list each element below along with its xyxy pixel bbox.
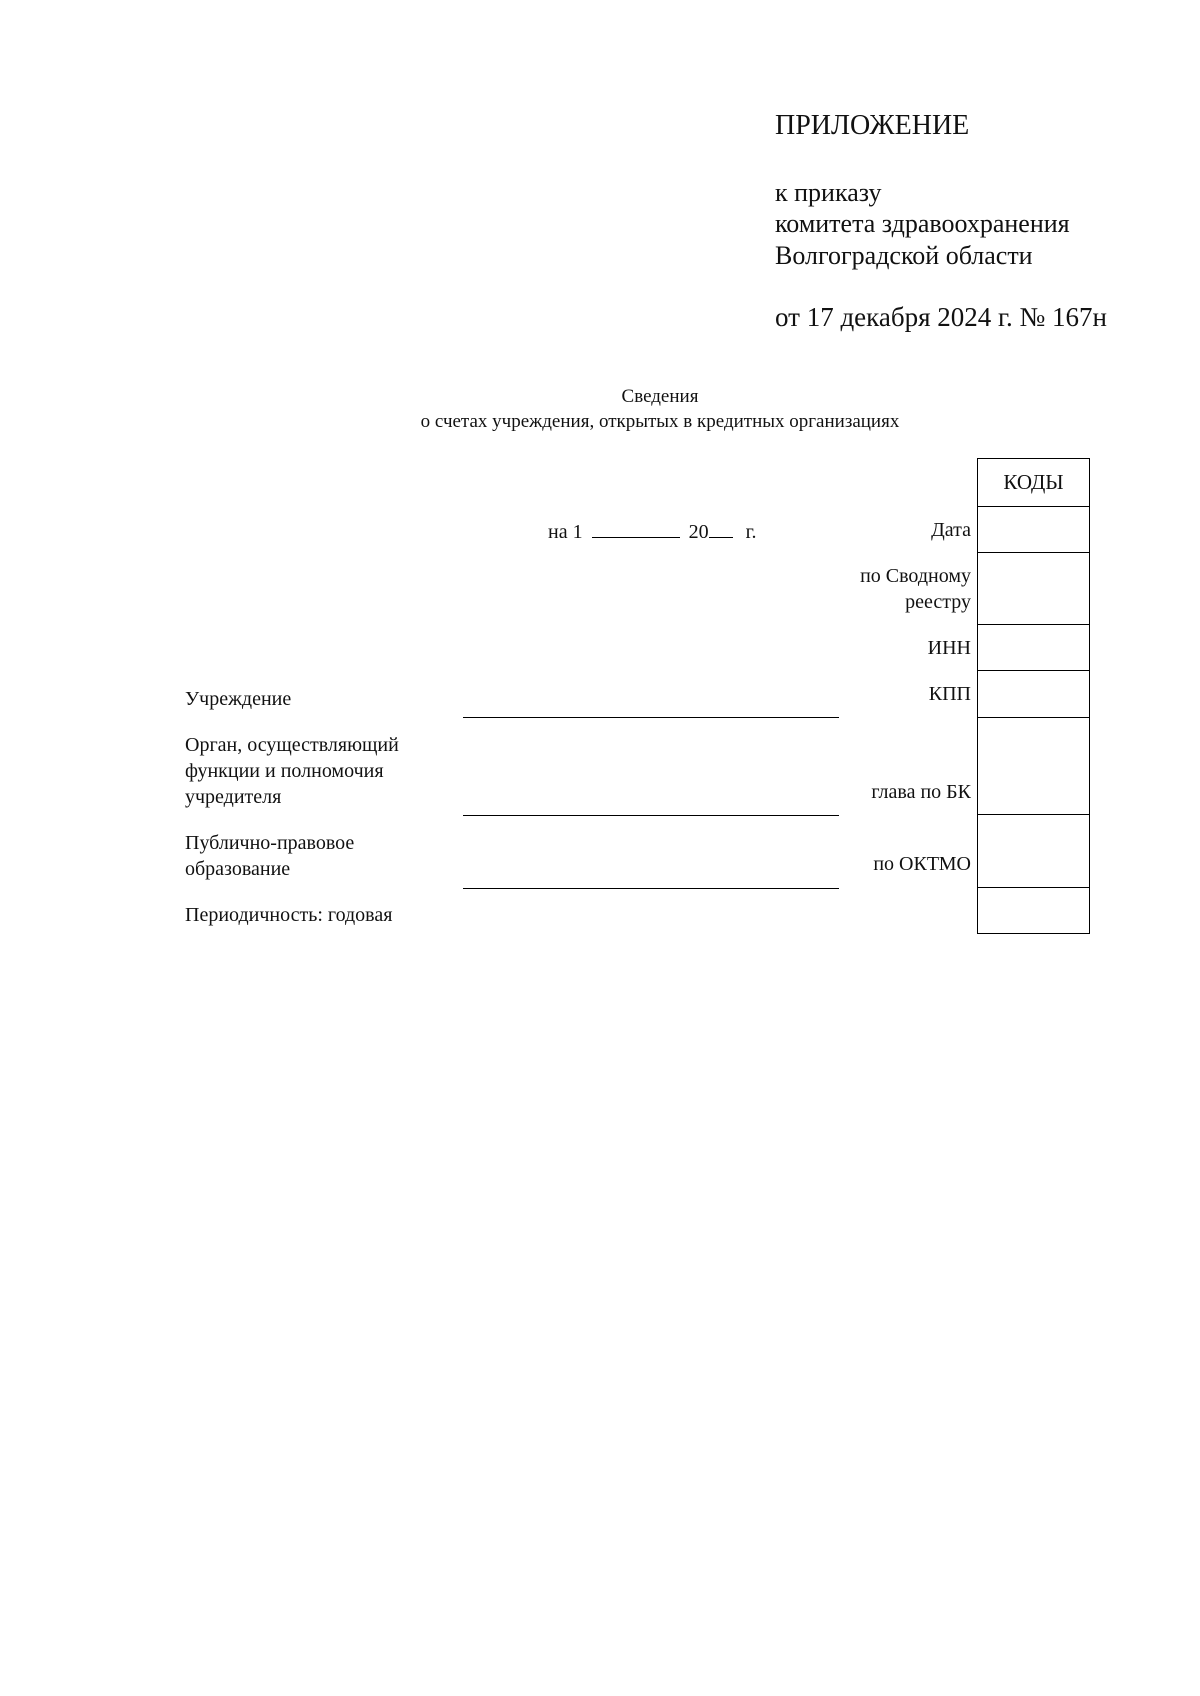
label-budget-chapter: глава по БК	[871, 781, 971, 803]
public-entity-label-2: образование	[185, 858, 291, 880]
year-blank[interactable]	[709, 519, 733, 538]
founder-line[interactable]	[463, 815, 839, 816]
document-subtitle: о счетах учреждения, открытых в кредитных организациях	[420, 411, 900, 432]
periodicity-label: Периодичность: годовая	[185, 904, 393, 926]
order-reference-line-3: Волгоградской области	[775, 241, 1033, 270]
code-cell-consolidated-registry[interactable]	[978, 552, 1089, 624]
report-date-line	[548, 519, 757, 544]
date-prefix: на 1	[548, 521, 583, 543]
label-oktmo: по ОКТМО	[873, 853, 971, 875]
order-reference-line-2: комитета здравоохранения	[775, 209, 1070, 238]
year-prefix: 20	[688, 521, 709, 543]
public-entity-line[interactable]	[463, 888, 839, 889]
label-consolidated-registry-2: реестру	[905, 591, 971, 613]
founder-label-1: Орган, осуществляющий	[185, 734, 399, 756]
founder-label-2: функции и полномочия	[185, 760, 384, 782]
appendix-title: ПРИЛОЖЕНИЕ	[775, 110, 970, 141]
code-cell-kpp[interactable]	[978, 670, 1089, 717]
label-consolidated-registry-1: по Сводному	[860, 565, 971, 587]
document-title: Сведения	[621, 386, 699, 407]
codes-header: КОДЫ	[1003, 470, 1064, 494]
code-cell-oktmo[interactable]	[978, 814, 1089, 887]
year-suffix: г.	[745, 521, 757, 543]
label-inn: ИНН	[927, 637, 971, 659]
code-cell-inn[interactable]	[978, 624, 1089, 670]
label-date: Дата	[931, 519, 971, 541]
code-cell-budget-chapter[interactable]	[978, 717, 1089, 814]
order-reference-line-1: к приказу	[775, 178, 882, 207]
day-month-blank[interactable]	[592, 519, 680, 538]
institution-label: Учреждение	[185, 688, 292, 710]
label-kpp: КПП	[928, 683, 971, 705]
codes-table	[977, 458, 1090, 934]
code-cell-periodicity[interactable]	[978, 887, 1089, 933]
code-cell-date[interactable]	[978, 506, 1089, 552]
institution-line[interactable]	[463, 717, 839, 718]
order-date: от 17 декабря 2024 г. № 167н	[775, 302, 1108, 332]
founder-label-3: учредителя	[185, 786, 282, 808]
public-entity-label-1: Публично-правовое	[185, 832, 355, 854]
